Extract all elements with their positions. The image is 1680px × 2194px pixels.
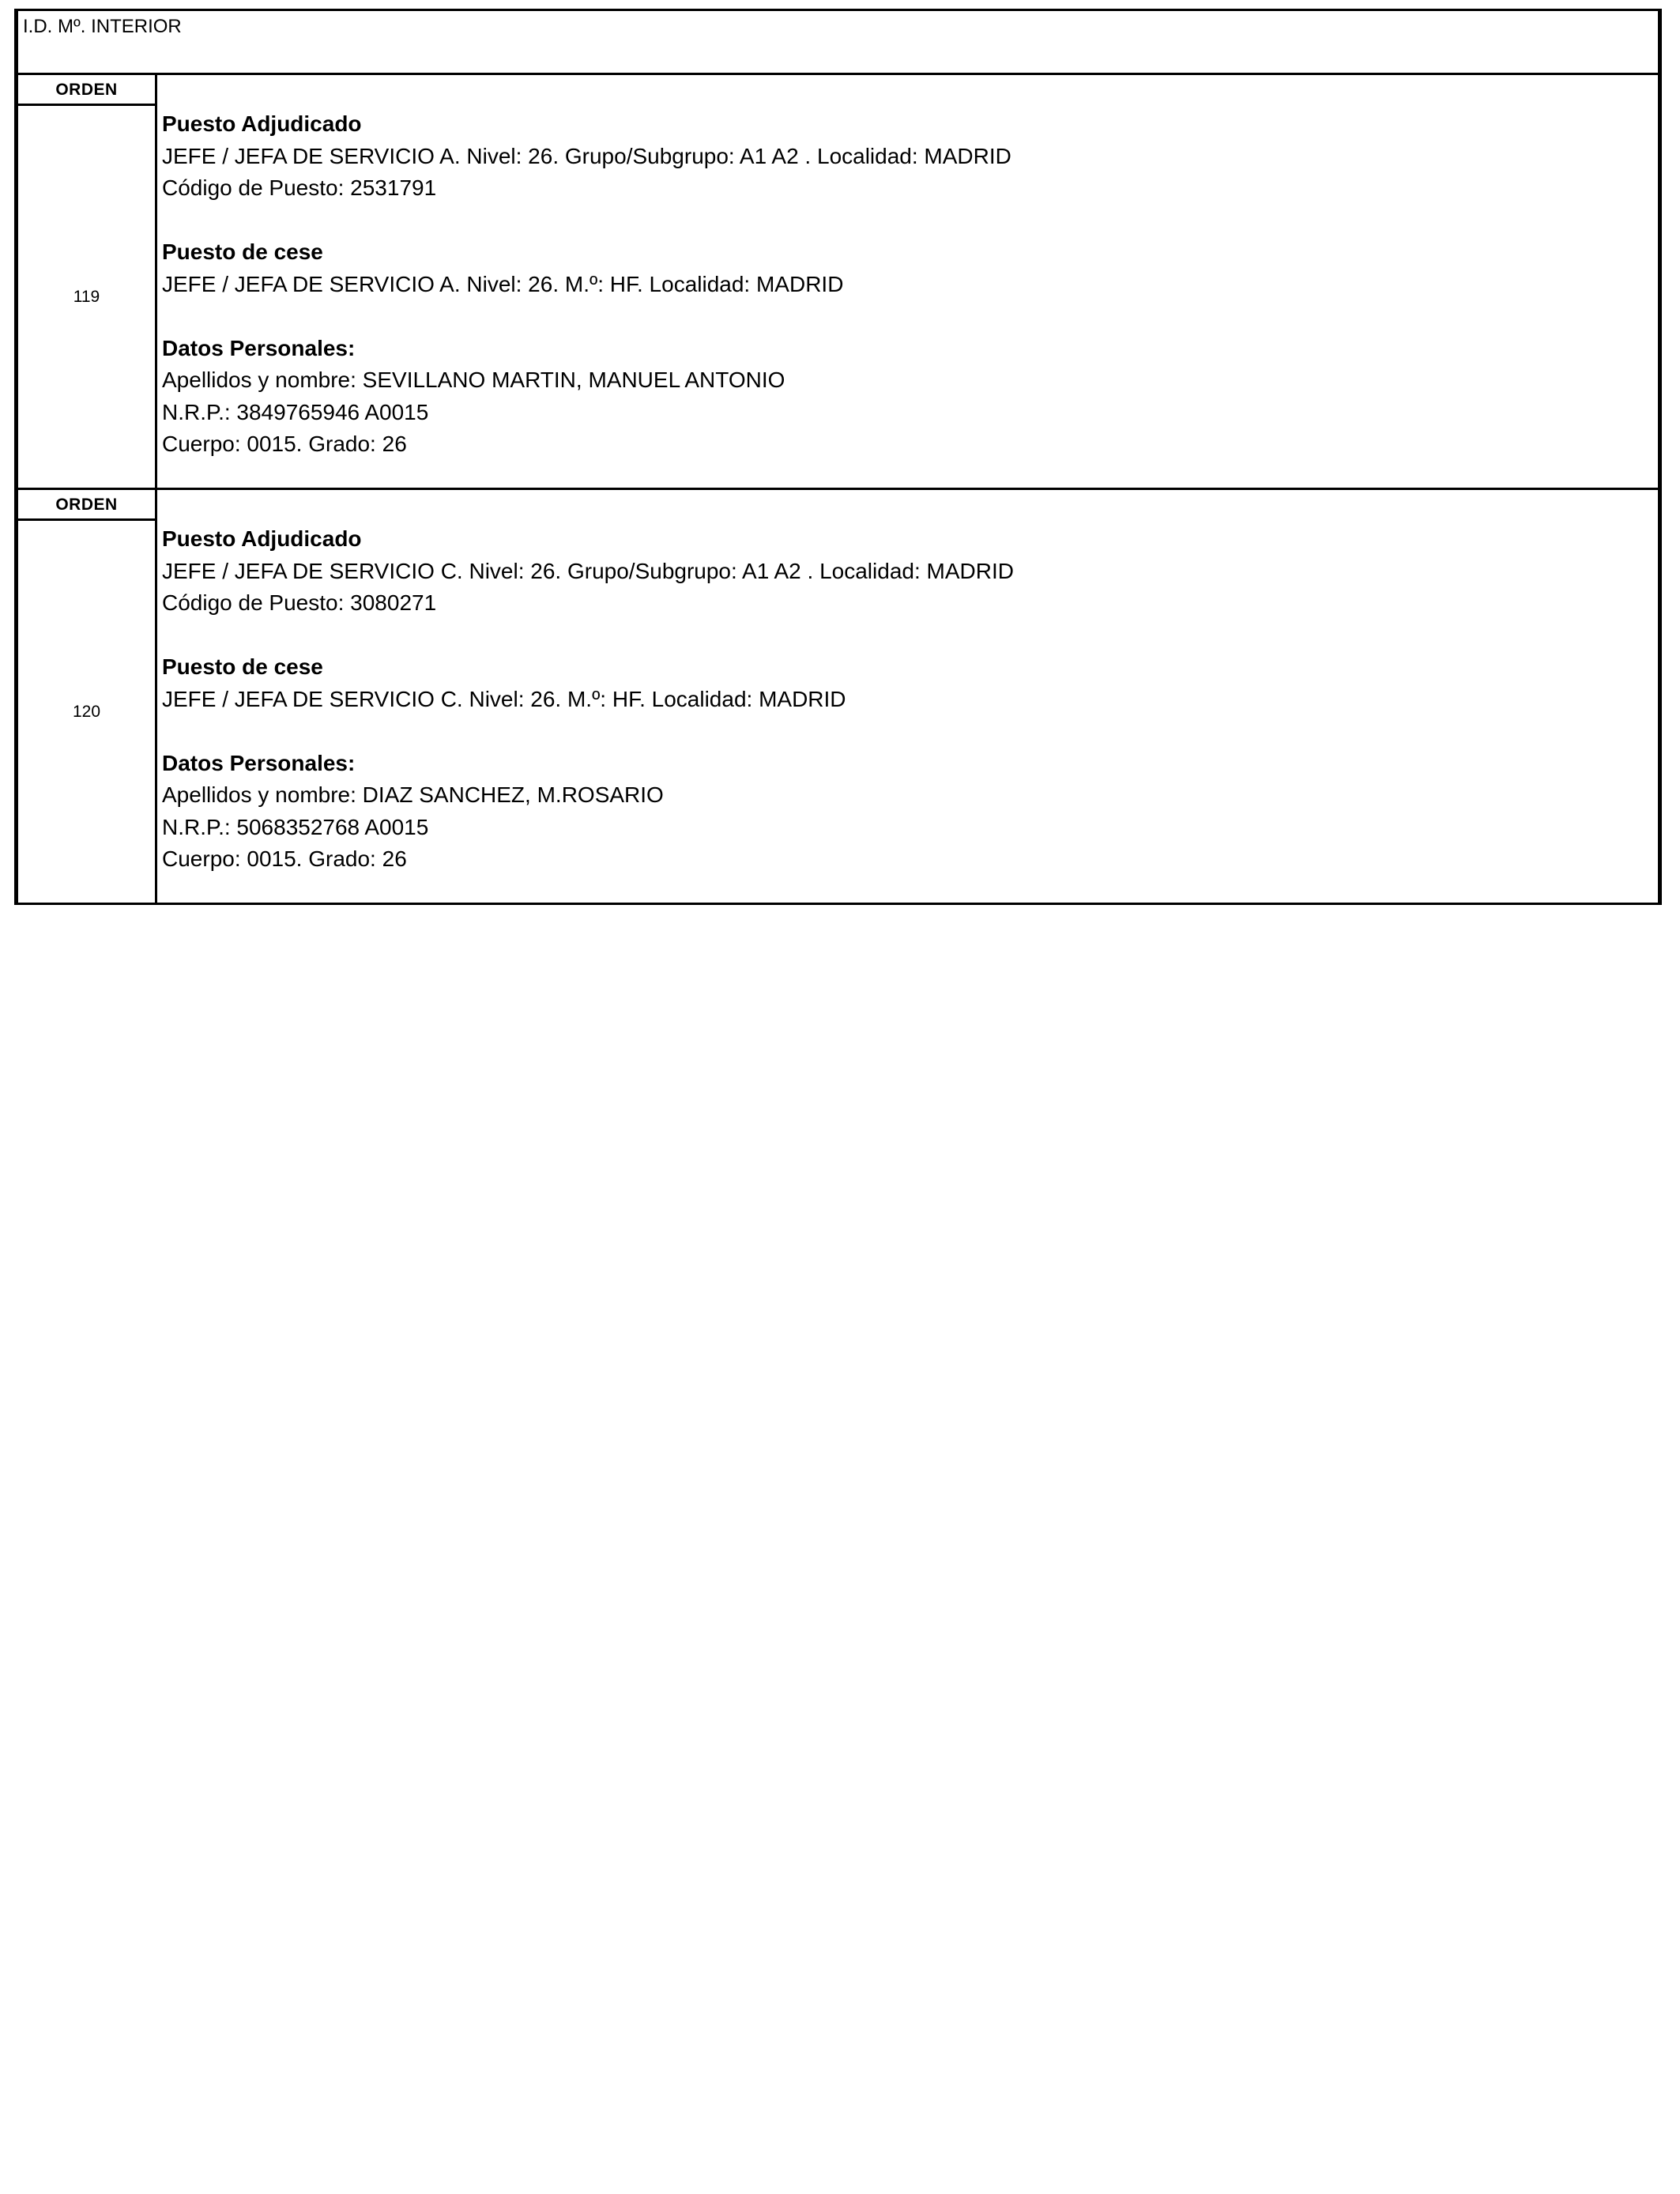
person-name: Apellidos y nombre: DIAZ SANCHEZ, M.ROSARIO	[162, 782, 664, 807]
order-label: ORDEN	[18, 490, 155, 521]
assigned-position: JEFE / JEFA DE SERVICIO C. Nivel: 26. Grupo/Subgrupo: A1 A2 . Localidad: MADRID	[162, 558, 1014, 583]
order-label: ORDEN	[18, 75, 155, 106]
person-cuerpo: Cuerpo: 0015. Grado: 26	[162, 846, 407, 871]
record-row	[18, 75, 1658, 490]
resolution-table	[14, 9, 1662, 905]
order-column	[18, 75, 157, 488]
record-details	[157, 490, 1658, 903]
spacer	[162, 715, 1658, 748]
order-number: 119	[73, 287, 100, 306]
order-column	[18, 490, 157, 903]
table-header	[18, 11, 1658, 75]
spacer	[162, 300, 1658, 333]
record-row	[18, 490, 1658, 905]
cese-heading: Puesto de cese	[162, 654, 323, 679]
ministry-title: I.D. Mº. INTERIOR	[23, 16, 182, 37]
person-nrp: N.R.P.: 3849765946 A0015	[162, 399, 429, 424]
assigned-position: JEFE / JEFA DE SERVICIO A. Nivel: 26. Grupo/Subgrupo: A1 A2 . Localidad: MADRID	[162, 143, 1011, 168]
assigned-heading: Puesto Adjudicado	[162, 526, 362, 551]
person-cuerpo: Cuerpo: 0015. Grado: 26	[162, 432, 407, 456]
record-details	[157, 75, 1658, 488]
cese-position: JEFE / JEFA DE SERVICIO C. Nivel: 26. M.º: HF. Localidad: MADRID	[162, 686, 846, 711]
cese-position: JEFE / JEFA DE SERVICIO A. Nivel: 26. M.º: HF. Localidad: MADRID	[162, 271, 844, 296]
order-number: 120	[72, 702, 101, 721]
person-nrp: N.R.P.: 5068352768 A0015	[162, 814, 429, 839]
cese-heading: Puesto de cese	[162, 239, 323, 264]
person-name: Apellidos y nombre: SEVILLANO MARTIN, MANUEL ANTONIO	[162, 368, 785, 392]
position-code: Código de Puesto: 3080271	[162, 590, 437, 615]
position-code: Código de Puesto: 2531791	[162, 175, 437, 200]
assigned-heading: Puesto Adjudicado	[162, 111, 362, 136]
spacer	[162, 620, 1658, 652]
personal-heading: Datos Personales:	[162, 750, 356, 775]
spacer	[162, 205, 1658, 237]
personal-heading: Datos Personales:	[162, 335, 356, 360]
